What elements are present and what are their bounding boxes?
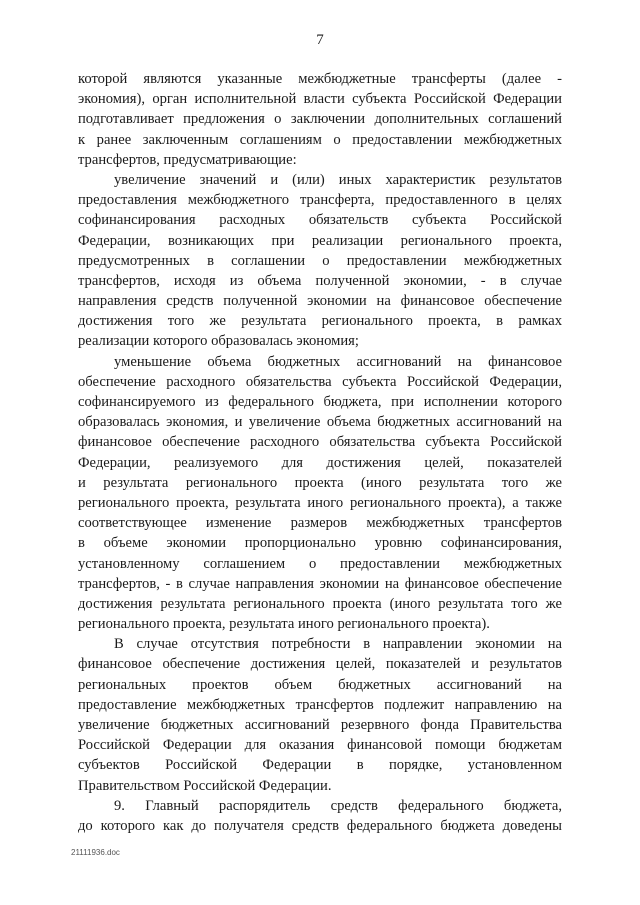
text-line: 9. Главный распорядитель средств федерального бюджета, [114, 797, 562, 814]
text-line: финансовое обеспечение расходного обязательства субъекта Российской [78, 434, 562, 451]
text-line: регионального проекта, результата иного регионального проекта), а также [78, 494, 562, 511]
text-line: трансфертов, исходя из объема полученной экономии, - в случае [78, 272, 562, 289]
text-line: достижения результата регионального проекта (иного результата того же [78, 595, 562, 612]
text-line: субъектов Российской Федерации в порядке, установленном [78, 757, 562, 774]
text-line: В случае отсутствия потребности в направлении экономии на [114, 636, 562, 653]
text-line: до которого как до получателя средств федерального бюджета доведены [78, 817, 562, 834]
text-line: обеспечение расходного обязательства субъекта Российской Федерации, [78, 373, 562, 390]
text-line: соответствующее изменение размеров межбюджетных трансфертов [78, 515, 562, 532]
text-line: регионального проекта, результата иного регионального проекта). [78, 616, 490, 633]
text-line: трансфертов, - в случае направления экономии на финансовое обеспечение [78, 575, 562, 592]
text-line: установленному соглашением о предоставлении межбюджетных [78, 555, 562, 572]
text-line: трансфертов, предусматривающие: [78, 151, 297, 168]
text-line: увеличение значений и (или) иных характеристик результатов [114, 171, 562, 188]
text-line: увеличение бюджетных ассигнований резервного фонда Правительства [78, 717, 562, 733]
text-line: достижения того же результата регионального проекта, в рамках [78, 313, 562, 330]
text-line: региональных проектов объем бюджетных ассигнований на [78, 676, 562, 693]
text-line: которой являются указанные межбюджетные трансферты (далее - [78, 71, 562, 87]
text-line: предоставление межбюджетных трансфертов подлежит направлению на [78, 696, 562, 713]
text-line: предусмотренных в соглашении о предоставлении межбюджетных [78, 252, 562, 269]
footer-doc-filename: 21111936.doc [71, 848, 120, 857]
document-body [78, 69, 562, 836]
text-line: уменьшение объема бюджетных ассигнований на финансовое [114, 353, 562, 370]
text-line: образовалась экономия, и увеличение объема бюджетных ассигнований на [78, 414, 562, 431]
text-line: экономия), орган исполнительной власти субъекта Российской Федерации [78, 91, 562, 108]
text-line: подготавливает предложения о заключении дополнительных соглашений [78, 111, 562, 128]
text-line: Правительством Российской Федерации. [78, 777, 332, 794]
page-number: 7 [316, 32, 324, 48]
text-line: и результата регионального проекта (иного результата того же [78, 474, 562, 491]
text-line: предоставления межбюджетного трансферта, предоставленного в целях [78, 192, 562, 209]
text-line: к ранее заключенным соглашениям о предоставлении межбюджетных [78, 131, 562, 148]
text-line: софинансируемого из федерального бюджета, при исполнении которого [78, 394, 562, 410]
text-line: в объеме экономии пропорционально уровню софинансирования, [78, 535, 562, 552]
text-line: финансовое обеспечение достижения целей, показателей и результатов [78, 656, 562, 673]
text-line: реализации которого образовалась экономия; [78, 333, 359, 350]
text-line: направления средств полученной экономии на финансовое обеспечение [78, 293, 562, 310]
text-line: софинансирования расходных обязательств субъекта Российской [78, 212, 562, 229]
text-line: Федерации, возникающих при реализации регионального проекта, [78, 232, 562, 249]
text-line: Российской Федерации для оказания финансовой помощи бюджетам [78, 737, 562, 754]
text-line: Федерации, реализуемого для достижения целей, показателей [78, 454, 562, 471]
